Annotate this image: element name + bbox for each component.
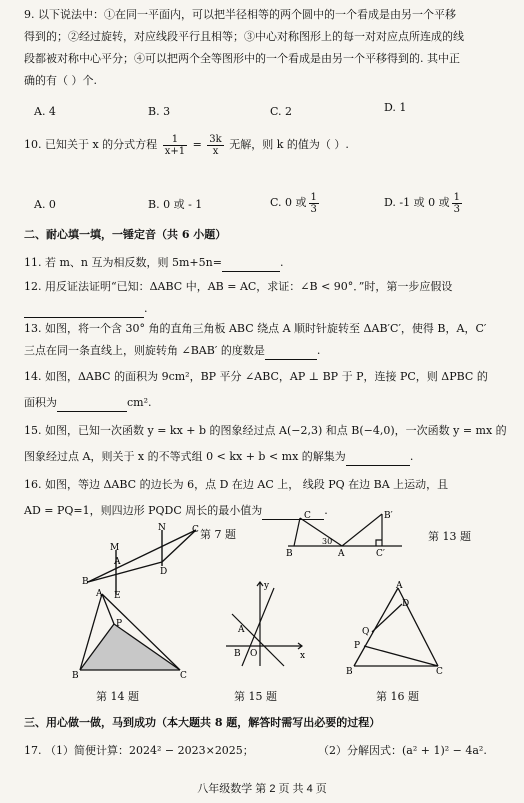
q10-f2-num: 3k bbox=[209, 133, 222, 145]
q12-line1: 12. 用反证法证明“已知：ΔABC 中，AB = AC，求证：∠B < 90°．”时，第一步应假设 bbox=[24, 280, 453, 293]
q15-answer-blank bbox=[346, 450, 410, 466]
caption-q7: 第 7 题 bbox=[200, 528, 236, 541]
fig13-angle-30: 30 bbox=[322, 537, 333, 546]
fig16-label-q: Q bbox=[362, 627, 370, 637]
q10-optc-den: 3 bbox=[310, 203, 317, 215]
q12-end: . bbox=[144, 302, 148, 315]
fig14-label-a: A bbox=[96, 589, 103, 599]
fig16-label-a: A bbox=[396, 581, 403, 591]
figure-q14 bbox=[72, 588, 194, 680]
q14-unit: cm². bbox=[127, 396, 152, 409]
q10-optc-pre: C. 0 或 bbox=[270, 196, 307, 209]
q9-option-c: C. 2 bbox=[270, 105, 293, 118]
fig15-label-y: y bbox=[264, 581, 270, 591]
q15-text: 图象经过点 A，则关于 x 的不等式组 0 < kx + b < mx 的解集为 bbox=[24, 450, 346, 463]
q14-text: 面积为 bbox=[24, 396, 57, 409]
fig7-label-a: A bbox=[114, 557, 121, 567]
fig16-label-p: P bbox=[354, 641, 361, 651]
fig15-label-b: B bbox=[234, 649, 241, 659]
q10-f1-den: x+1 bbox=[164, 145, 186, 157]
q14-line1: 14. 如图，ΔABC 的面积为 9cm²，BP 平分 ∠ABC，AP ⊥ BP 于 P，连接 PC，则 ΔPBC 的 bbox=[24, 370, 488, 383]
q11-answer-blank bbox=[222, 256, 280, 272]
fig14-line-ap bbox=[102, 594, 114, 624]
fig7-label-m: M bbox=[110, 543, 120, 553]
fig13-label-c1: C′ bbox=[376, 549, 385, 559]
fig16-line-pc bbox=[364, 646, 438, 666]
fig15-label-o: O bbox=[250, 649, 258, 659]
q15-line2 bbox=[24, 450, 506, 466]
q15-line1: 15. 如图，已知一次函数 y = kx + b 的图象经过点 A(−2,3) 和点 B(−4,0)，一次函数 y = mx 的 bbox=[24, 424, 507, 437]
q13-line1: 13. 如图，将一个含 30° 角的直角三角板 ABC 绕点 A 顺时针旋转至 ΔAB′C′，使得 B，A，C′ bbox=[24, 322, 487, 335]
caption-q13: 第 13 题 bbox=[428, 530, 471, 543]
q14-line2 bbox=[24, 396, 506, 412]
fig13-line-ca bbox=[300, 518, 342, 546]
fig13-label-c: C bbox=[304, 511, 311, 521]
page-footer: 八年级数学 第 2 页 共 4 页 bbox=[197, 783, 327, 795]
fig13-label-b1: B′ bbox=[384, 511, 393, 521]
q10-option-b: B. 0 或 - 1 bbox=[148, 198, 203, 211]
fig7-label-d: D bbox=[160, 567, 168, 577]
q10-optd-frac bbox=[452, 192, 462, 215]
caption-q16: 第 16 题 bbox=[376, 690, 419, 703]
q12-line2 bbox=[24, 302, 506, 318]
caption-q15: 第 15 题 bbox=[234, 690, 277, 703]
q13-text: 三点在同一条直线上，则旋转角 ∠BAB′ 的度数是 bbox=[24, 344, 265, 357]
section-2-heading: 二、耐心填一填，一锤定音（共 6 小题） bbox=[24, 228, 227, 241]
q17-part2: （2）分解因式：(a² + 1)² − 4a². bbox=[318, 744, 487, 757]
q13-line2 bbox=[24, 344, 506, 360]
q10-f2-den: x bbox=[212, 145, 219, 157]
fig13-line-cb bbox=[294, 518, 300, 546]
caption-q14: 第 14 题 bbox=[96, 690, 139, 703]
fig15-line-kxb bbox=[242, 588, 274, 666]
q14-answer-blank bbox=[57, 396, 127, 412]
fig16-line-ab bbox=[354, 588, 398, 666]
q10-stem bbox=[24, 130, 506, 160]
fig7-line-cd bbox=[162, 530, 196, 562]
q16-end: . bbox=[324, 504, 328, 517]
fig15-label-x: x bbox=[300, 651, 306, 661]
fig13-label-b: B bbox=[286, 549, 293, 559]
fig7-line-db bbox=[88, 562, 162, 582]
q10-pre: 10. 已知关于 x 的分式方程 bbox=[24, 138, 158, 151]
q11-text: 11. 若 m、n 互为相反数，则 5m+5n= bbox=[24, 256, 222, 269]
q9-option-b: B. 3 bbox=[148, 105, 171, 118]
q9-line3: 段都被对称中心平分；④可以把两个全等图形中的一个看成是由另一个平移得到的. 其中正 bbox=[24, 52, 460, 65]
fig14-label-b: B bbox=[72, 671, 79, 681]
q9-line4: 确的有（ ）个. bbox=[24, 74, 97, 87]
q9-line1: 9. 以下说法中：①在同一平面内，可以把半径相等的两个圆中的一个看成是由另一个平移 bbox=[24, 8, 456, 21]
q11 bbox=[24, 256, 506, 272]
q16-line1: 16. 如图，等边 ΔABC 的边长为 6，点 D 在边 AC 上， 线段 PQ 在边 BA 上运动，且 bbox=[24, 478, 449, 491]
q13-answer-blank bbox=[265, 344, 317, 360]
q16-text: AD = PQ=1，则四边形 PQDC 周长的最小值为 bbox=[24, 504, 263, 517]
figure-q15 bbox=[222, 578, 308, 670]
q10-optc-frac bbox=[309, 192, 319, 215]
q16-line2 bbox=[24, 504, 506, 520]
fig16-label-d: D bbox=[402, 599, 410, 609]
q10-optc-num: 1 bbox=[310, 191, 317, 203]
q10-optd-den: 3 bbox=[453, 203, 460, 215]
q10-f1-num: 1 bbox=[163, 134, 187, 146]
q10-fraction-1 bbox=[163, 134, 187, 157]
q10-post: 无解，则 k 的值为（ ）. bbox=[229, 138, 349, 151]
q10-option-c bbox=[270, 190, 321, 216]
section-3-heading: 三、用心做一做，马到成功（本大题共 8 题，解答时需写出必要的过程） bbox=[24, 716, 381, 729]
q12-answer-blank bbox=[24, 302, 144, 318]
fig7-line-bc bbox=[88, 530, 196, 582]
q10-optd-num: 1 bbox=[453, 191, 460, 203]
fig7-label-b: B bbox=[82, 577, 89, 587]
q10-eq: = bbox=[192, 138, 202, 151]
fig14-shaded-region bbox=[80, 624, 180, 670]
q9-option-a: A. 4 bbox=[34, 105, 56, 118]
figure-q13 bbox=[284, 508, 408, 560]
q17-part1: 17. （1）简便计算：2024² − 2023×2025； bbox=[24, 744, 254, 757]
fig7-label-c: C bbox=[192, 525, 199, 535]
q9-option-d: D. 1 bbox=[384, 101, 407, 114]
q15-end: . bbox=[409, 450, 414, 463]
q9-line2: 得到的；②经过旋转，对应线段平行且相等；③中心对称图形上的每一对对应点所连成的线 bbox=[24, 30, 464, 43]
figure-q16 bbox=[346, 582, 446, 678]
q10-optd-pre: D. -1 或 0 或 bbox=[384, 196, 450, 209]
q13-end: . bbox=[316, 344, 321, 357]
q10-option-a: A. 0 bbox=[34, 198, 56, 211]
fig14-label-c: C bbox=[180, 671, 187, 681]
q10-option-d bbox=[384, 190, 464, 216]
fig16-label-b: B bbox=[346, 667, 353, 677]
fig7-label-e: E bbox=[114, 591, 121, 601]
fig13-label-a: A bbox=[338, 549, 345, 559]
fig13-right-angle bbox=[376, 540, 382, 546]
fig16-label-c: C bbox=[436, 667, 443, 677]
fig7-label-n: N bbox=[158, 523, 166, 533]
q11-end: . bbox=[279, 256, 284, 269]
fig14-label-p: P bbox=[116, 619, 123, 629]
fig15-label-a: A bbox=[238, 625, 245, 635]
q10-fraction-2 bbox=[207, 134, 223, 157]
